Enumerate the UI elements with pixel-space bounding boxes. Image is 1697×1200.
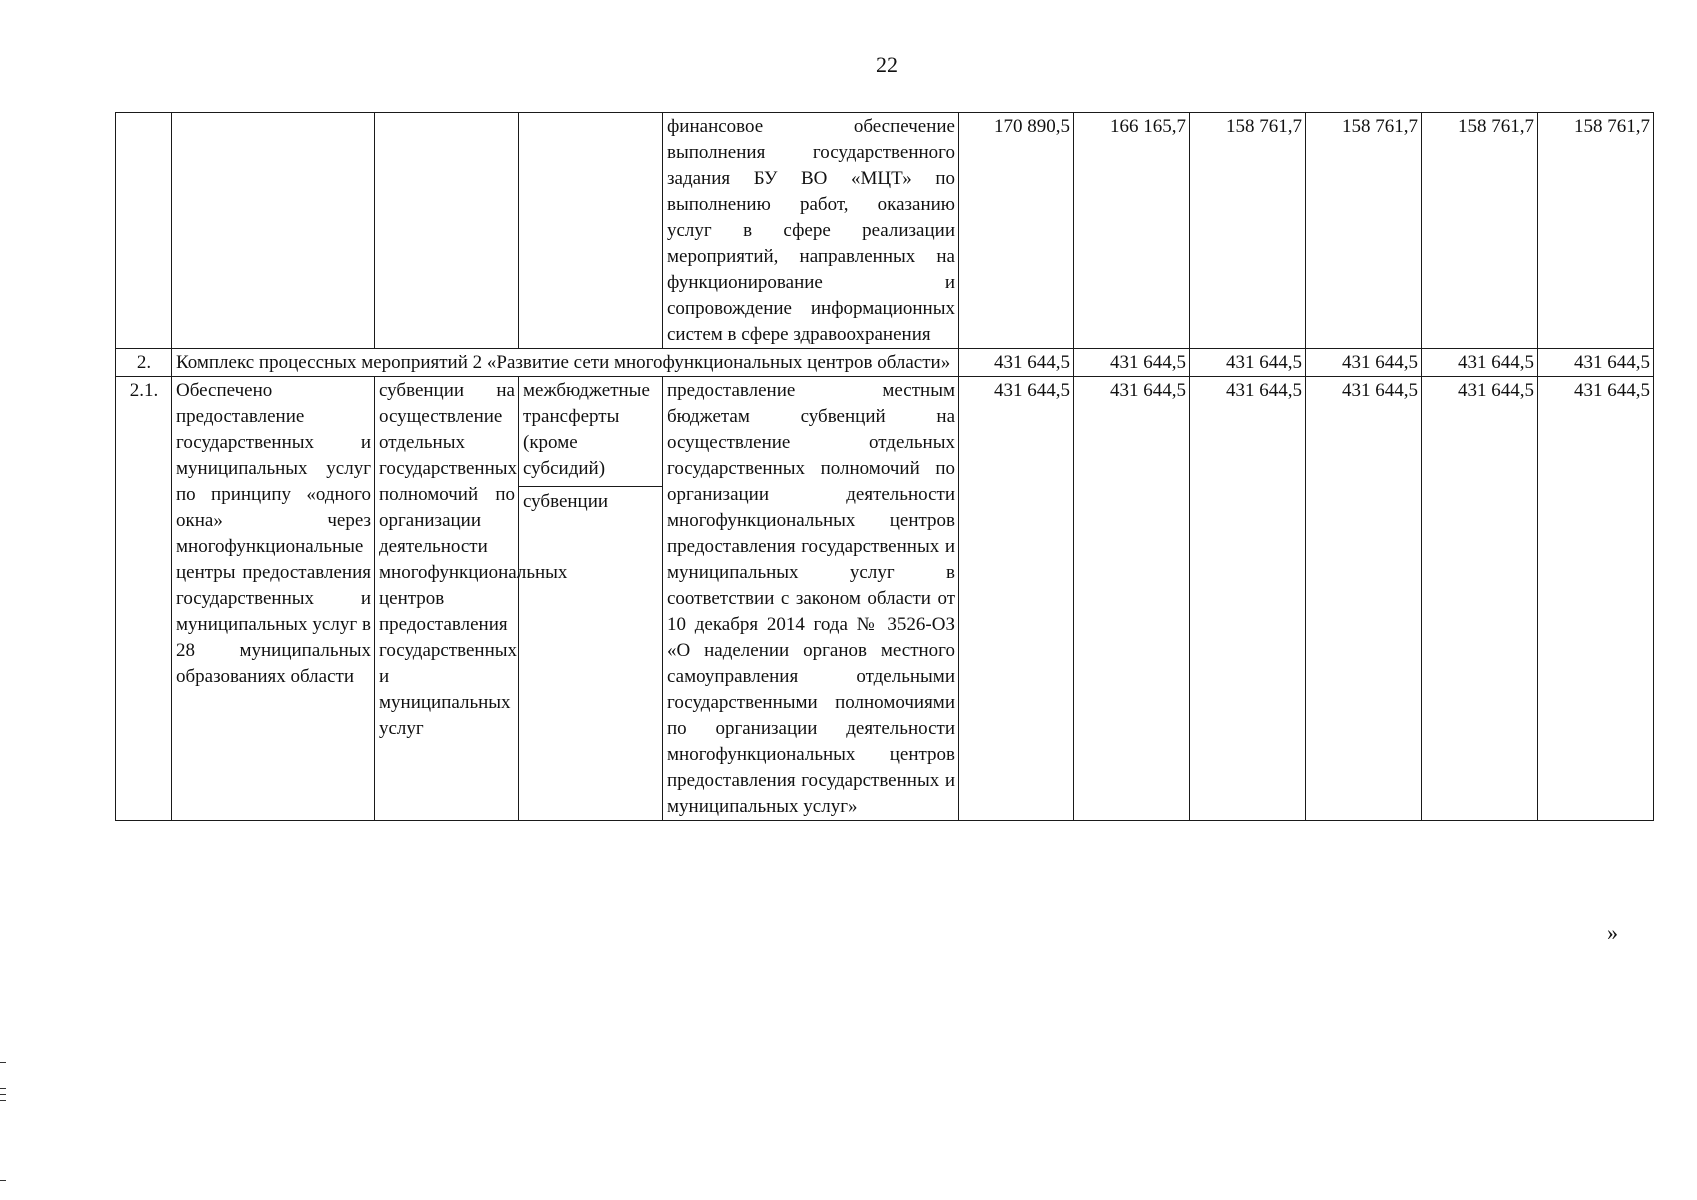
row-index	[116, 113, 172, 349]
description-cell: предоставление местным бюджетам субвенций на осуществление отдельных государственных полномочий по организации деятельности многофункциональных центров предоставления государственных и муниципальных услуг в соответствии с законом области от 10 декабря 2014 года № 3526-ОЗ «О наделении органов местного самоуправления отдельными государственными полномочиями по организации деятельности многофункциональных центров предоставления государственных и муниципальных услуг»	[663, 377, 959, 821]
value-cell: 431 644,5	[1538, 377, 1654, 821]
result-cell: Обеспечено предоставление государственных и муниципальных услуг по принципу «одного окна» через многофункциональные центры предоставления государственных и муниципальных услуг в 28 муниципальных образованиях области	[172, 377, 375, 821]
table-row	[116, 113, 1654, 349]
value-cell: 431 644,5	[1306, 377, 1422, 821]
complex-title-cell: Комплекс процессных мероприятий 2 «Развитие сети многофункциональных центров области»	[172, 349, 959, 377]
result-cell	[172, 113, 375, 349]
margin-mark	[0, 1094, 6, 1095]
expense-type-cell	[519, 113, 663, 349]
expense-type-extra: субвенции	[519, 486, 662, 515]
row-index: 2.	[116, 349, 172, 377]
margin-mark	[0, 1180, 6, 1181]
direction-cell: субвенции на осуществление отдельных государственных полномочий по организации деятельности многофункциональных центров предоставления государственных и муниципальных услуг	[375, 377, 519, 821]
expense-type-cell	[519, 377, 663, 821]
value-cell: 158 761,7	[1422, 113, 1538, 349]
value-cell: 431 644,5	[1190, 377, 1306, 821]
closing-quote: »	[1607, 920, 1618, 945]
value-cell: 431 644,5	[1190, 349, 1306, 377]
direction-cell	[375, 113, 519, 349]
expense-type-text: межбюджетные трансферты (кроме субсидий)	[523, 380, 650, 479]
value-cell: 158 761,7	[1538, 113, 1654, 349]
budget-table	[115, 112, 1654, 821]
value-cell: 431 644,5	[1538, 349, 1654, 377]
value-cell: 431 644,5	[1422, 377, 1538, 821]
value-cell: 158 761,7	[1190, 113, 1306, 349]
table-row	[116, 349, 1654, 377]
value-cell: 431 644,5	[1306, 349, 1422, 377]
value-cell: 431 644,5	[1074, 377, 1190, 821]
margin-mark	[0, 1100, 6, 1101]
description-cell: финансовое обеспечение выполнения государственного задания БУ ВО «МЦТ» по выполнению работ, оказанию услуг в сфере реализации мероприятий, направленных на функционирование и сопровождение информационных систем в сфере здравоохранения	[663, 113, 959, 349]
margin-mark	[0, 1062, 6, 1063]
value-cell: 166 165,7	[1074, 113, 1190, 349]
margin-mark	[0, 1088, 6, 1089]
value-cell: 431 644,5	[959, 349, 1074, 377]
value-cell: 431 644,5	[1422, 349, 1538, 377]
value-cell: 170 890,5	[959, 113, 1074, 349]
row-index: 2.1.	[116, 377, 172, 821]
value-cell: 431 644,5	[1074, 349, 1190, 377]
table-row	[116, 377, 1654, 821]
value-cell: 158 761,7	[1306, 113, 1422, 349]
page-number: 22	[876, 52, 898, 77]
value-cell: 431 644,5	[959, 377, 1074, 821]
